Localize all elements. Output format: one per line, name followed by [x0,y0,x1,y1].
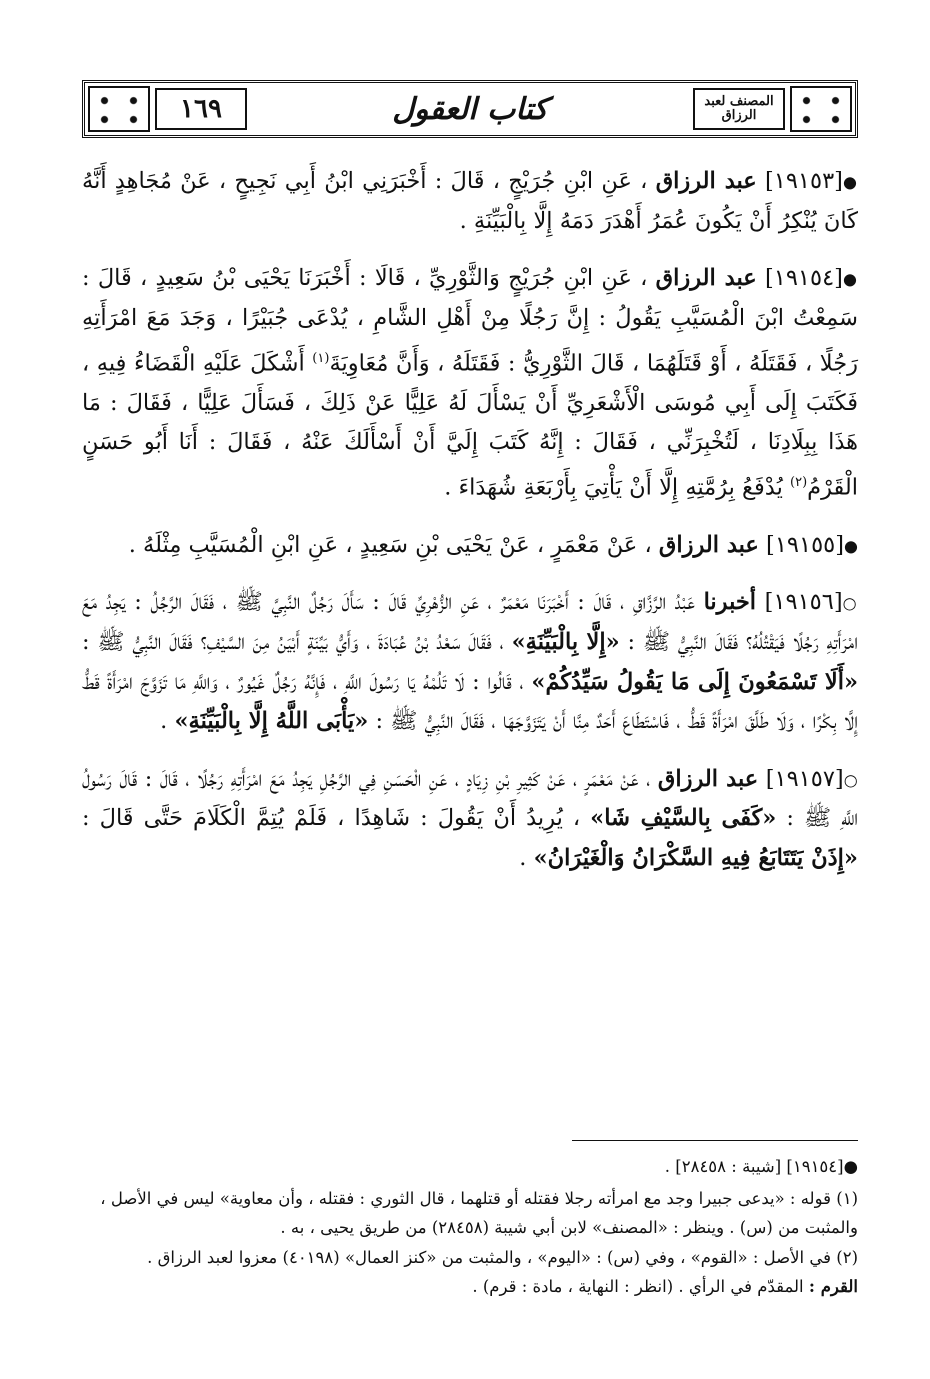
hadith-number: [١٩١٥٧] [765,765,844,792]
hadith-number: [١٩١٥٥] [766,531,845,558]
footnote-2-gloss [82,1272,858,1301]
hadith-quote: «أَلَا تَسْمَعُونَ إِلَى مَا يَقُولُ سَيِّدُكُمْ» [531,668,859,695]
footnote-divider [572,1140,858,1141]
hadith-text: . [519,844,527,871]
open-circle-icon: ○ [843,769,858,789]
filled-circle-icon: ● [844,535,858,555]
hadith-author: أخبرنا [703,589,757,616]
footnote-1: (١) قوله : «يدعى جبيرا وجد مع امرأته رجلا فقتله أو قتلهما ، قال الثوري : فقتله ، وأن معاوية» ليس في الأصل ، والمثبت من (س) . وينظر : «المصنف» لابن أبي شيبة (٢٨٤٥٨) من طريق يحيى ، به . [100,1189,858,1237]
hadith-author: عبد الرزاق [657,765,759,792]
hadith-number: [١٩١٥٤] [764,265,843,292]
hadith-text: أَشْكَلَ عَلَيْهِ الْقَضَاءُ فِيهِ ، فَكَتَبَ إِلَى أَبِي مُوسَى الْأَشْعَرِيِّ أَنْ يَسْأَلَ لَهُ عَلِيًّا عَنْ ذَلِكَ ، فَسَأَلَ عَلِيًّا ، فَقَالَ : مَا هَذَا بِبِلَادِنَا ، لَتُخْبِرَنِّي ، فَقَالَ : إِنَّهُ كَتَبَ إِلَيَّ أَنْ أَسْأَلَكَ عَنْهُ ، فَقَالَ : أَنَا أَبُو حَسَنٍ الْقَرْمُ [82,350,858,500]
section-title-wrap [257,89,683,129]
hadith-author: عبد الرزاق [655,265,757,292]
footnote-ref-1[interactable]: (١) [312,350,330,366]
footnote-source: ●[١٩١٥٤] [شيبة : ٢٨٤٥٨] . [664,1157,858,1176]
hadith-text: عَبْدُ الرَّزَّاقِ ، قَالَ : أَخْبَرَنَا مَعْمَرٌ ، عَنِ الزُّهْرِيِّ قَالَ : سَأَلَ رَجُلٌ النَّبِيَّ ﷺ ، فَقَالَ الرَّجُلُ : يَجِدُ مَعَ امْرَأَتِهِ رَجُلًا فَيَقْتُلُهُ؟ فَقَالَ النَّبِيُّ ﷺ : [82,589,858,655]
hadith-quote: «كَفَى بِالسَّيْفِ شَا» [590,805,777,832]
hadith-19156 [82,583,858,741]
ornament-left-icon [88,86,150,132]
hadith-quote: «إِلَّا بِالْبَيِّنَةِ» [511,629,620,655]
footnote-ref-2[interactable]: (٢) [790,474,808,490]
hadith-author: عبد الرزاق [655,168,757,194]
hadith-author: عبد الرزاق [658,531,759,558]
main-text [82,162,858,896]
book-name: المصنف لعبد الرزاق [693,88,785,130]
hadith-number: [١٩١٥٣] [764,168,843,194]
open-circle-icon: ○ [842,593,859,613]
hadith-quote: «إِذَنْ يَتَتَابَعُ فِيهِ السَّكْرَانُ وَالْغَيْرَانُ» [533,844,858,871]
hadith-19157 [82,760,858,879]
hadith-19154 [82,259,858,507]
hadith-text: ، يُرِيدُ أَنْ يَقُولَ : شَاهِدًا ، فَلَمْ يُتِمَّ الْكَلَامَ حَتَّى قَالَ : [82,805,581,832]
hadith-text: ، عَنِ ابْنِ جُرَيْجٍ ، قَالَ : أَخْبَرَنِي ابْنُ أَبِي نَجِيحٍ ، عَنْ مُجَاهِدٍ أَنَّهُ كَانَ يُنْكِرُ أَنْ يَكُونَ عُمَرُ أَهْدَرَ دَمَهُ إِلَّا بِالْبَيِّنَةِ . [82,168,858,234]
filled-circle-icon: ● [842,269,859,289]
hadith-quote: «يَأْبَى اللَّهُ إِلَّا بِالْبَيِّنَةِ» [174,708,369,734]
hadith-text: يُدْفَعُ بِرُمَّتِهِ إِلَّا أَنْ يَأْتِيَ بِأَرْبَعَةِ شُهَدَاءَ . [444,474,783,500]
hadith-text: ، عَنْ مَعْمَرٍ ، عَنْ يَحْيَى بْنِ سَعِيدٍ ، عَنِ ابْنِ الْمُسَيَّبِ مِثْلَهُ . [128,531,652,558]
ornament-right-icon [790,86,852,132]
footnote-2-text: (٢) في الأصل : «القوم» ، وفي (س) : «اليوم» ، والمثبت من «كنز العمال» (٤٠١٩٨) معزوا لعبد الرزاق . [147,1248,858,1267]
hadith-19155 [82,526,858,566]
hadith-19153 [82,162,858,241]
hadith-text: ، قَالُوا : لَا تَلُمْهُ يَا رَسُولَ اللَّهِ ، فَإِنَّهُ رَجُلٌ غَيُورٌ ، وَاللَّهِ مَا تَزَوَّجَ امْرَأَةً قَطُّ إِلَّا بِكْرًا ، وَلَا طَلَّقَ امْرَأَةً قَطُّ ، فَاسْتَطَاعَ أَحَدٌ مِنَّا أَنْ يَتَزَوَّجَهَا ، فَقَالَ النَّبِيُّ ﷺ : [82,668,858,734]
hadith-text: ، عَنْ مَعْمَرٍ ، عَنْ كَثِيرِ بْنِ زِيَادٍ ، عَنِ الْحَسَنِ فِي الرَّجُلِ يَجِدُ مَعَ امْرَأَتِهِ رَجُلًا ، قَالَ : قَالَ رَسُولُ اللَّهِ ﷺ : [82,765,858,832]
hadith-number: [١٩١٥٦] [764,589,843,616]
hadith-text: . [160,708,168,734]
gloss-definition: المقدّم في الرأي . (انظر : النهاية ، مادة : قرم) . [472,1277,804,1296]
hadith-text: ، عَنِ ابْنِ جُرَيْجٍ وَالثَّوْرِيِّ ، قَالَا : أَخْبَرَنَا يَحْيَى بْنُ سَعِيدٍ ، قَالَ : سَمِعْتُ ابْنَ الْمُسَيَّبِ يَقُولُ : إِنَّ رَجُلًا مِنْ أَهْلِ الشَّامِ ، يُدْعَى جُبَيْرًا ، وَجَدَ مَعَ امْرَأَتِهِ رَجُلًا ، فَقَتَلَهُ ، أَوْ قَتَلَهُمَا ، قَالَ الثَّوْرِيُّ : فَقَتَلَهُ ، وَأَنَّ مُعَاوِيَةَ [82,265,859,376]
section-title: كتاب العقول [392,91,548,127]
filled-circle-icon: ● [842,172,858,192]
page-number: ١٦٩ [155,88,247,130]
page-header [82,80,858,138]
hadith-text: ، فَقَالَ سَعْدُ بْنُ عُبَادَةَ ، وَأَيُّ بَيِّنَةٍ أَبْيَنُ مِنَ السَّيْفِ؟ فَقَالَ النَّبِيُّ ﷺ : [82,629,504,655]
footnote-2 [82,1243,858,1301]
gloss-term: القرم : [808,1277,858,1296]
